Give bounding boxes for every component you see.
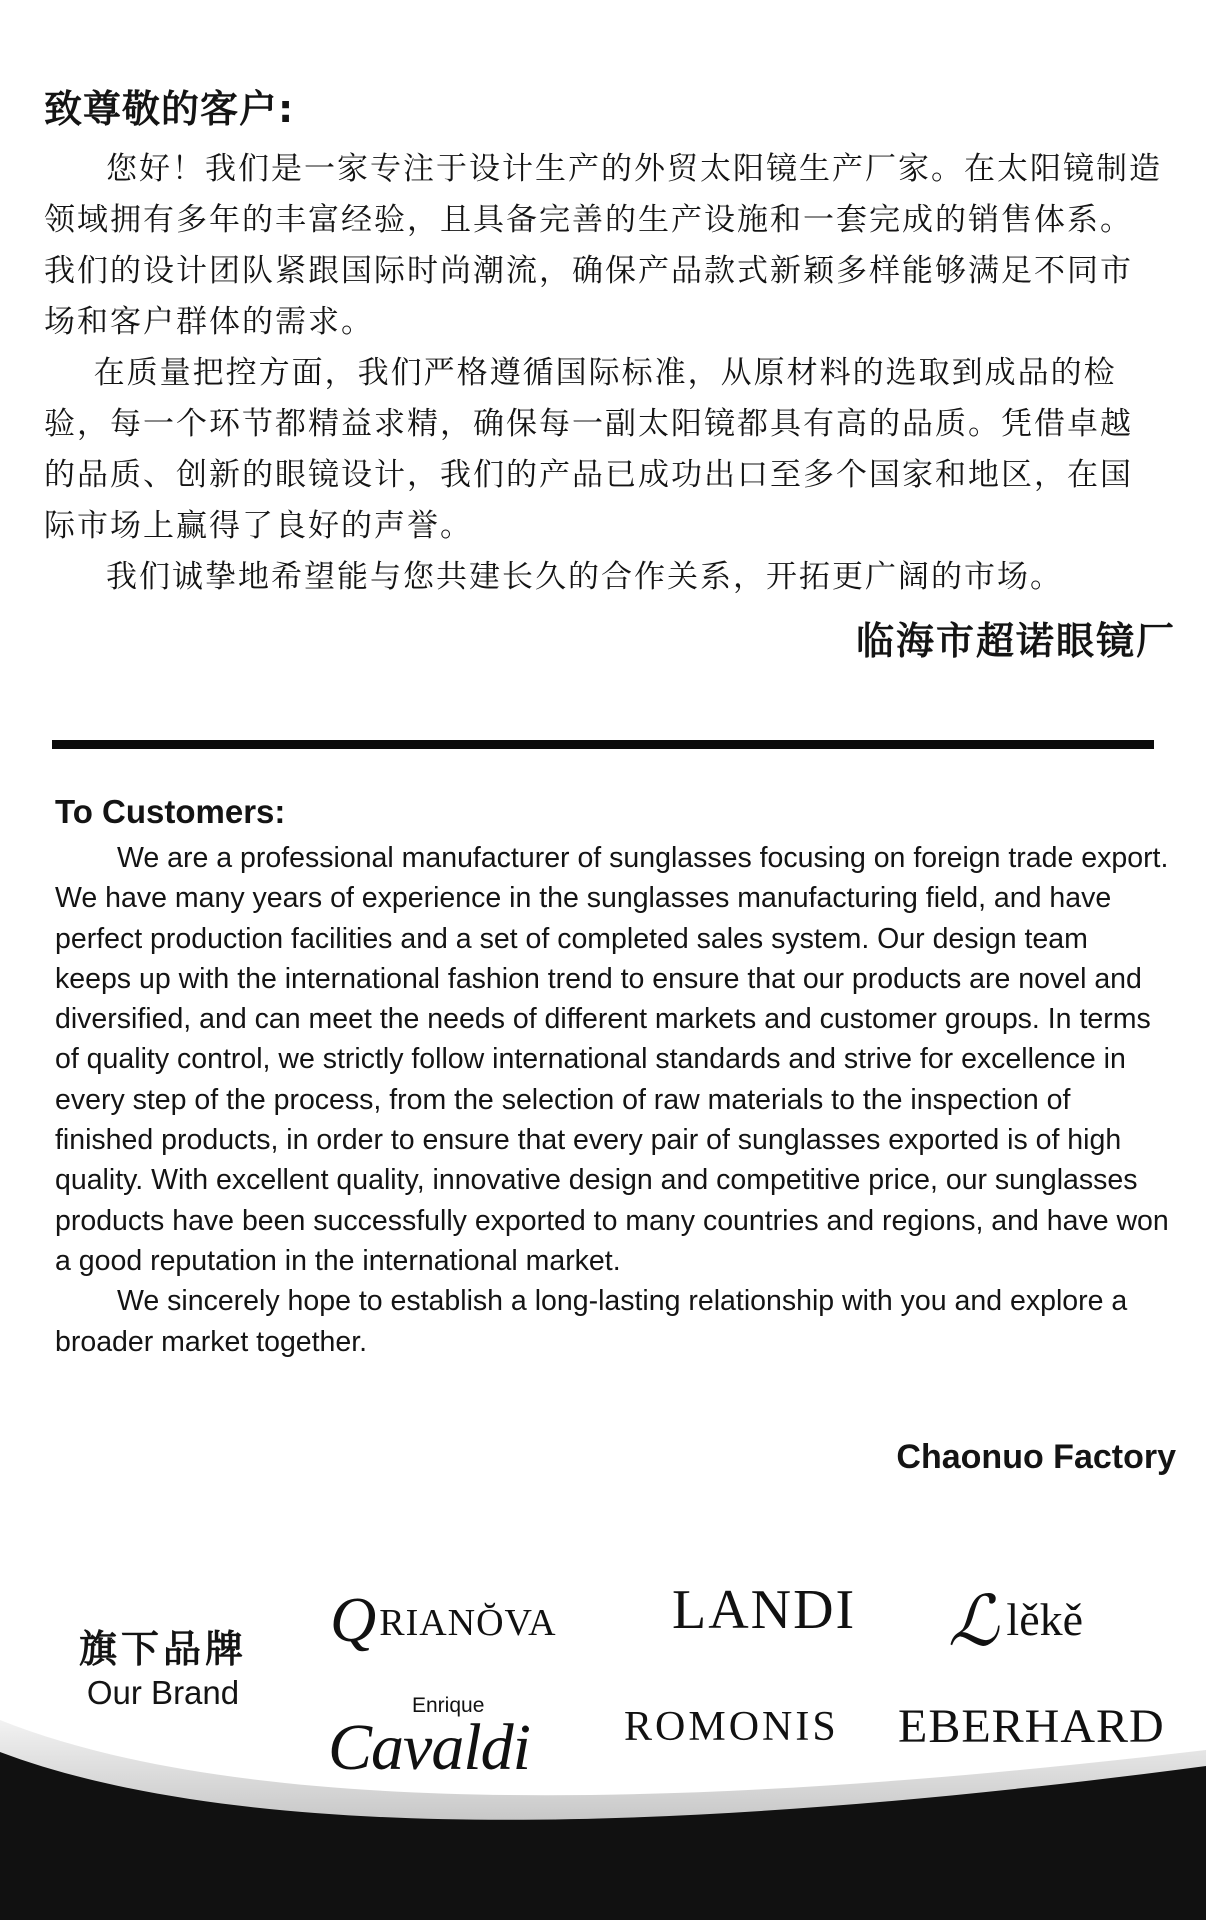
english-heading: To Customers: [55,793,286,830]
chinese-paragraph: 我们诚挚地希望能与您共建长久的合作关系，开拓更广阔的市场。 [106,559,1063,595]
chinese-signature: 临海市超诺眼镜厂 [855,619,1176,663]
english-letter-body [55,838,1170,1362]
leke-monogram: ℒ [948,1584,999,1661]
chinese-paragraph: 您好！我们是一家专注于设计生产的外贸太阳镜生产厂家。在太阳镜制造领域拥有多年的丰富经验，且具备完善的生产设施和一套完成的销售体系。我们的设计团队紧跟国际时尚潮流，确保产品款式新颖多样能够满足不同市场和客户群体的需求。 [44,151,1162,340]
brand-logo-landi: LANDI [672,1579,857,1641]
cavaldi-name: Cavaldi [328,1711,530,1784]
cavaldi-small: Enrique [412,1694,485,1717]
brand-logo-rianova [330,1583,557,1657]
leke-name: lěkě [1006,1594,1084,1645]
rianova-name: RIANŎVA [379,1602,557,1644]
chinese-letter-body [44,144,1164,603]
brand-label-en: Our Brand [86,1674,240,1711]
brand-logo-leke [948,1580,1083,1663]
chinese-paragraph: 在质量把控方面，我们严格遵循国际标准，从原材料的选取到成品的检验，每一个环节都精益求精，确保每一副太阳镜都具有高的品质。凭借卓越的品质、创新的眼镜设计，我们的产品已成功出口至多个国家和地区，在国际市场上赢得了良好的声誉。 [44,355,1133,544]
brand-logo-eberhard: EBERHARD [898,1700,1165,1753]
brand-logo-romonis: ROMONIS [624,1704,839,1750]
english-paragraph: We are a professional manufacturer of sunglasses focusing on foreign trade export. [117,842,1169,874]
section-divider [52,740,1154,749]
english-signature: Chaonuo Factory [896,1438,1176,1476]
english-paragraph: We have many years of experience in the sunglasses manufacturing field, and have perfect production facilities and a set of completed sales system. Our design team keeps up with the international fashion trend to ensure that our products are novel and diversified, and can meet the needs of different markets and customer groups. In terms of quality control, we strictly follow international standards and strive for excellence in every step of the process, from the selection of raw materials to the inspection of finished products, in order to ensure that every pair of sunglasses exported is of high quality. With excellent quality, innovative design and competitive price, our sunglasses products have been successfully exported to many countries and regions, and have won a good reputation in the international market. [55,882,1169,1277]
brand-label [78,1625,248,1713]
english-paragraph: We sincerely hope to establish a long-lasting relationship with you and explore a broader market together. [55,1285,1128,1358]
brand-label-cn: 旗下品牌 [78,1627,247,1671]
chinese-greeting: 致尊敬的客户: [44,87,295,131]
brand-logo-cavaldi [328,1694,530,1786]
rianova-monogram: Q [330,1584,378,1655]
